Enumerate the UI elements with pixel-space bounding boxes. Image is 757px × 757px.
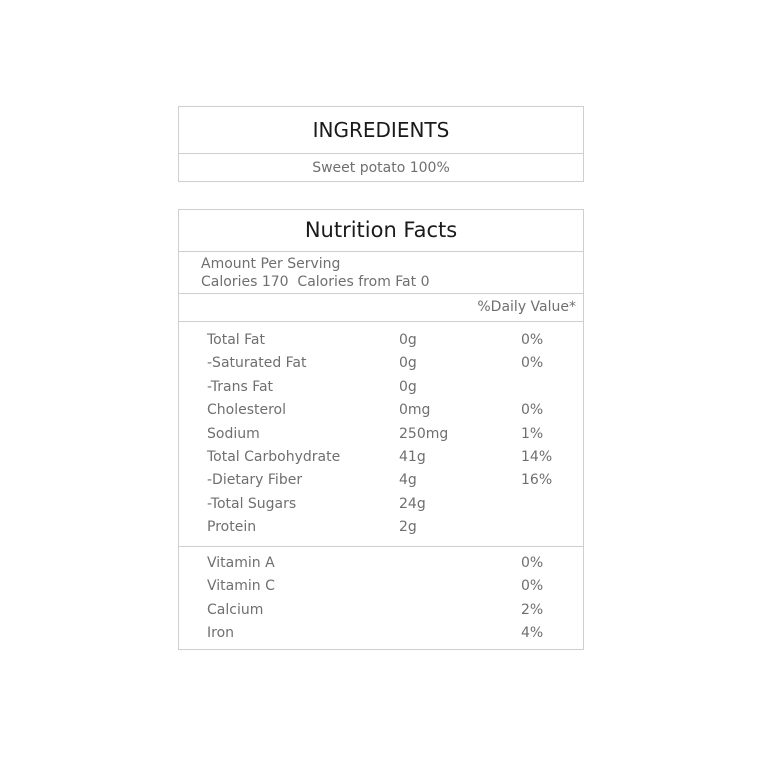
vitamin-daily-value: 0%: [521, 555, 544, 571]
nutrient-amount: 0g: [399, 355, 417, 372]
nutrient-row: [179, 516, 583, 539]
ingredients-title: INGREDIENTS: [179, 107, 583, 154]
nutrient-amount: 250mg: [399, 425, 449, 442]
nutrient-amount: 0g: [399, 332, 417, 348]
nutrient-name: Total Carbohydrate: [207, 448, 341, 465]
nutrient-row: [179, 446, 583, 469]
nutrient-name: -Saturated Fat: [207, 355, 307, 372]
nutrient-name: Cholesterol: [207, 402, 287, 419]
nutrient-daily-value: 0%: [521, 402, 544, 419]
nutrient-daily-value: 14%: [521, 448, 553, 465]
nutrient-name: -Total Sugars: [207, 495, 297, 512]
nutrient-name: Total Fat: [207, 332, 265, 348]
nutrient-row: [179, 493, 583, 516]
vitamin-daily-value: 0%: [521, 578, 544, 595]
vitamin-name: Vitamin C: [207, 578, 275, 595]
nutrient-daily-value: 16%: [521, 472, 553, 489]
vitamin-name: Iron: [207, 625, 235, 642]
nutrient-amount: 4g: [399, 472, 417, 489]
nutrient-amount: 0g: [399, 378, 417, 395]
nutrient-name: -Dietary Fiber: [207, 472, 303, 489]
daily-value-header: %Daily Value*: [179, 294, 583, 322]
calories-line: Calories 170 Calories from Fat 0: [201, 274, 430, 290]
vitamin-name: Vitamin A: [207, 555, 275, 571]
ingredients-panel: [178, 106, 584, 182]
nutrient-amount: 24g: [399, 495, 426, 512]
nutrient-row: [179, 376, 583, 399]
nutrient-amount: 2g: [399, 519, 417, 536]
nutrient-amount: 0mg: [399, 402, 431, 419]
nutrients-table: [179, 322, 583, 547]
vitamin-name: Calcium: [207, 601, 264, 618]
vitamin-row: [179, 599, 583, 622]
vitamin-row: [179, 575, 583, 598]
nutrient-row: [179, 469, 583, 492]
amount-per-serving-label: Amount Per Serving: [201, 256, 341, 272]
nutrient-amount: 41g: [399, 448, 426, 465]
vitamin-row: [179, 552, 583, 575]
ingredients-text: Sweet potato 100%: [312, 160, 450, 176]
nutrient-row: [179, 423, 583, 446]
serving-info: [179, 252, 583, 294]
nutrient-name: -Trans Fat: [207, 378, 274, 395]
vitamins-table: [179, 547, 583, 652]
nutrient-row: [179, 399, 583, 422]
vitamin-daily-value: 2%: [521, 601, 544, 618]
nutrition-facts-panel: [178, 209, 584, 650]
nutrient-daily-value: 0%: [521, 355, 544, 372]
nutrient-row: [179, 329, 583, 352]
nutrient-name: Protein: [207, 519, 257, 536]
nutrition-facts-title: Nutrition Facts: [179, 210, 583, 252]
nutrient-daily-value: 1%: [521, 425, 544, 442]
vitamin-row: [179, 622, 583, 645]
nutrient-daily-value: 0%: [521, 332, 544, 348]
nutrient-row: [179, 352, 583, 375]
vitamin-daily-value: 4%: [521, 625, 544, 642]
nutrient-name: Sodium: [207, 425, 260, 442]
